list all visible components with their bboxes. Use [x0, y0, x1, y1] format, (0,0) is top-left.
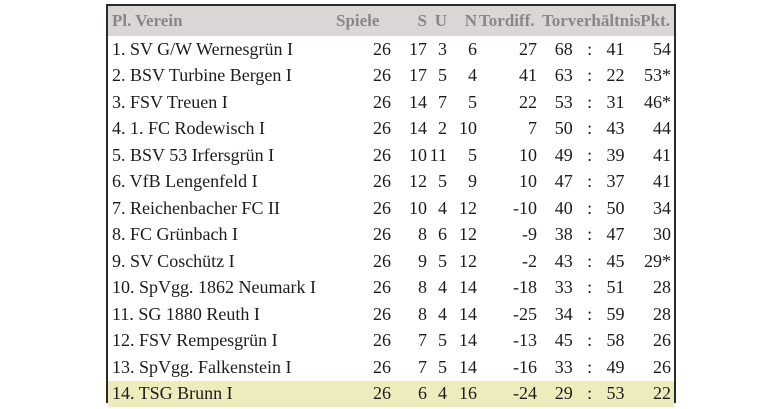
tordiff-cell: -24: [477, 381, 539, 408]
unentschieden-cell: 5: [438, 356, 447, 377]
spiele-cell: 26: [373, 250, 391, 271]
niederlagen-cell: 4: [468, 65, 477, 86]
team-cell: 5. BSV 53 Irfersgrün I: [112, 144, 275, 165]
tore-for-cell: 33: [554, 277, 573, 298]
punkte-cell: 53*: [644, 65, 671, 86]
tordiff-cell: -18: [513, 277, 537, 298]
spiele-cell: 26: [373, 224, 391, 245]
punkte-cell: 46*: [644, 91, 671, 112]
colon-separator: :: [587, 356, 593, 377]
punkte-cell: 41: [653, 144, 671, 165]
header-s: S: [395, 6, 427, 36]
colon-separator: :: [587, 144, 593, 165]
siege-cell: 12: [409, 171, 427, 192]
tore-against-cell: 59: [606, 303, 625, 324]
spiele-cell: 26: [373, 303, 391, 324]
tore-against-cell: 47: [606, 224, 625, 245]
niederlagen-cell: 14: [459, 330, 477, 351]
team-cell: 1. SV G/W Wernesgrün I: [112, 38, 294, 59]
team-cell: 7. Reichenbacher FC II: [112, 197, 280, 218]
table-row: [108, 354, 674, 381]
table-row: [108, 275, 674, 302]
team-cell: 12. FSV Rempesgrün I: [112, 330, 278, 351]
tore-against-cell: 39: [606, 144, 625, 165]
tordiff-cell: 10: [519, 171, 537, 192]
header-spiele: Spiele: [330, 6, 395, 36]
colon-separator: :: [587, 38, 593, 59]
tordiff-cell: 27: [519, 38, 537, 59]
spiele-cell: 26: [373, 330, 391, 351]
team-cell: 2. BSV Turbine Bergen I: [112, 65, 292, 86]
tore-for-cell: 53: [554, 91, 573, 112]
tore-for-cell: 29: [539, 381, 573, 408]
tore-for-cell: 45: [554, 330, 573, 351]
table-row: [108, 116, 674, 143]
spiele-cell: 26: [373, 38, 391, 59]
siege-cell: 17: [409, 38, 427, 59]
siege-cell: 9: [418, 250, 427, 271]
spiele-cell: 26: [373, 277, 391, 298]
niederlagen-cell: 12: [459, 250, 477, 271]
siege-cell: 14: [409, 91, 427, 112]
table-row: [108, 142, 674, 169]
header-torverhaeltnis: Torverhältnis: [539, 6, 640, 36]
unentschieden-cell: 4: [438, 197, 447, 218]
tore-against-cell: 45: [606, 250, 625, 271]
tore-against-cell: 53: [607, 381, 641, 408]
colon-separator: :: [587, 118, 593, 139]
standings-table: [108, 6, 674, 407]
siege-cell: 10: [409, 144, 427, 165]
niederlagen-cell: 12: [459, 224, 477, 245]
niederlagen-cell: 14: [459, 356, 477, 377]
niederlagen-cell: 16: [447, 381, 477, 408]
table-row: [108, 248, 674, 275]
colon-separator: :: [587, 171, 593, 192]
tordiff-cell: -16: [513, 356, 537, 377]
header-pkt: Pkt.: [640, 6, 674, 36]
punkte-cell: 28: [653, 277, 671, 298]
header-n: N: [447, 6, 477, 36]
unentschieden-cell: 4: [438, 277, 447, 298]
table-row: [108, 36, 674, 63]
niederlagen-cell: 9: [468, 171, 477, 192]
colon-separator: :: [587, 277, 593, 298]
niederlagen-cell: 10: [459, 118, 477, 139]
unentschieden-cell: 5: [438, 250, 447, 271]
team-cell: 9. SV Coschütz I: [112, 250, 235, 271]
table-header-row: [108, 6, 674, 36]
tordiff-cell: 7: [528, 118, 537, 139]
siege-cell: 8: [418, 277, 427, 298]
tordiff-cell: 41: [519, 65, 537, 86]
team-cell: 4. 1. FC Rodewisch I: [112, 118, 265, 139]
league-table: [106, 4, 676, 403]
tore-against-cell: 41: [606, 38, 625, 59]
unentschieden-cell: 7: [438, 91, 447, 112]
tordiff-cell: -2: [522, 250, 537, 271]
table-row: [108, 222, 674, 249]
punkte-cell: 54: [653, 38, 671, 59]
punkte-cell: 22: [640, 381, 674, 408]
tore-against-cell: 43: [606, 118, 625, 139]
tordiff-cell: -9: [522, 224, 537, 245]
tordiff-cell: -10: [513, 197, 537, 218]
tore-against-cell: 50: [606, 197, 625, 218]
tore-for-cell: 47: [554, 171, 573, 192]
spiele-cell: 26: [373, 356, 391, 377]
tore-for-cell: 50: [554, 118, 573, 139]
punkte-cell: 28: [653, 303, 671, 324]
unentschieden-cell: 4: [427, 381, 447, 408]
team-cell: 13. SpVgg. Falkenstein I: [112, 356, 292, 377]
colon-separator: :: [587, 250, 593, 271]
header-pl-verein: Pl. Verein: [108, 6, 330, 36]
colon-separator: :: [587, 224, 593, 245]
siege-cell: 8: [418, 303, 427, 324]
colon-separator: :: [573, 381, 607, 408]
colon-separator: :: [587, 197, 593, 218]
spiele-cell: 26: [373, 144, 391, 165]
spiele-cell: 26: [373, 197, 391, 218]
colon-separator: :: [587, 330, 593, 351]
tore-for-cell: 49: [554, 144, 573, 165]
table-row: [108, 195, 674, 222]
niederlagen-cell: 14: [459, 303, 477, 324]
colon-separator: :: [587, 91, 593, 112]
tore-for-cell: 43: [554, 250, 573, 271]
siege-cell: 6: [395, 381, 427, 408]
siege-cell: 7: [418, 330, 427, 351]
niederlagen-cell: 5: [468, 144, 477, 165]
tore-for-cell: 34: [554, 303, 573, 324]
unentschieden-cell: 5: [438, 171, 447, 192]
colon-separator: :: [587, 65, 593, 86]
unentschieden-cell: 2: [438, 118, 447, 139]
tore-for-cell: 40: [554, 197, 573, 218]
tordiff-cell: -13: [513, 330, 537, 351]
team-cell: 14. TSG Brunn I: [108, 381, 330, 408]
header-tordiff: Tordiff.: [477, 6, 539, 36]
siege-cell: 8: [418, 224, 427, 245]
punkte-cell: 30: [653, 224, 671, 245]
tore-for-cell: 68: [554, 38, 573, 59]
unentschieden-cell: 4: [438, 303, 447, 324]
unentschieden-cell: 3: [438, 38, 447, 59]
colon-separator: :: [587, 303, 593, 324]
table-row: [108, 169, 674, 196]
tore-against-cell: 22: [606, 65, 625, 86]
siege-cell: 14: [409, 118, 427, 139]
niederlagen-cell: 12: [459, 197, 477, 218]
spiele-cell: 26: [373, 91, 391, 112]
tore-against-cell: 31: [606, 91, 625, 112]
team-cell: 6. VfB Lengenfeld I: [112, 171, 258, 192]
table-row: [108, 328, 674, 355]
punkte-cell: 44: [653, 118, 671, 139]
tordiff-cell: 10: [519, 144, 537, 165]
tore-against-cell: 49: [606, 356, 625, 377]
unentschieden-cell: 5: [438, 330, 447, 351]
siege-cell: 7: [418, 356, 427, 377]
tore-for-cell: 63: [554, 65, 573, 86]
tore-against-cell: 51: [606, 277, 625, 298]
niederlagen-cell: 14: [459, 277, 477, 298]
tore-for-cell: 33: [554, 356, 573, 377]
tore-for-cell: 38: [554, 224, 573, 245]
table-row: [108, 89, 674, 116]
siege-cell: 10: [409, 197, 427, 218]
tore-against-cell: 37: [606, 171, 625, 192]
punkte-cell: 34: [653, 197, 671, 218]
niederlagen-cell: 5: [468, 91, 477, 112]
punkte-cell: 26: [653, 330, 671, 351]
table-row: [108, 63, 674, 90]
table-row: [108, 301, 674, 328]
spiele-cell: 26: [330, 381, 395, 408]
niederlagen-cell: 6: [468, 38, 477, 59]
tordiff-cell: -25: [513, 303, 537, 324]
spiele-cell: 26: [373, 118, 391, 139]
punkte-cell: 41: [653, 171, 671, 192]
header-u: U: [427, 6, 447, 36]
unentschieden-cell: 5: [438, 65, 447, 86]
team-cell: 10. SpVgg. 1862 Neumark I: [112, 277, 316, 298]
team-cell: 11. SG 1880 Reuth I: [112, 303, 260, 324]
spiele-cell: 26: [373, 171, 391, 192]
team-cell: 3. FSV Treuen I: [112, 91, 228, 112]
siege-cell: 17: [409, 65, 427, 86]
table-row: [108, 381, 674, 408]
unentschieden-cell: 6: [438, 224, 447, 245]
team-cell: 8. FC Grünbach I: [112, 224, 238, 245]
tordiff-cell: 22: [519, 91, 537, 112]
punkte-cell: 26: [653, 356, 671, 377]
unentschieden-cell: 11: [429, 144, 447, 165]
punkte-cell: 29*: [644, 250, 671, 271]
spiele-cell: 26: [373, 65, 391, 86]
tore-against-cell: 58: [606, 330, 625, 351]
